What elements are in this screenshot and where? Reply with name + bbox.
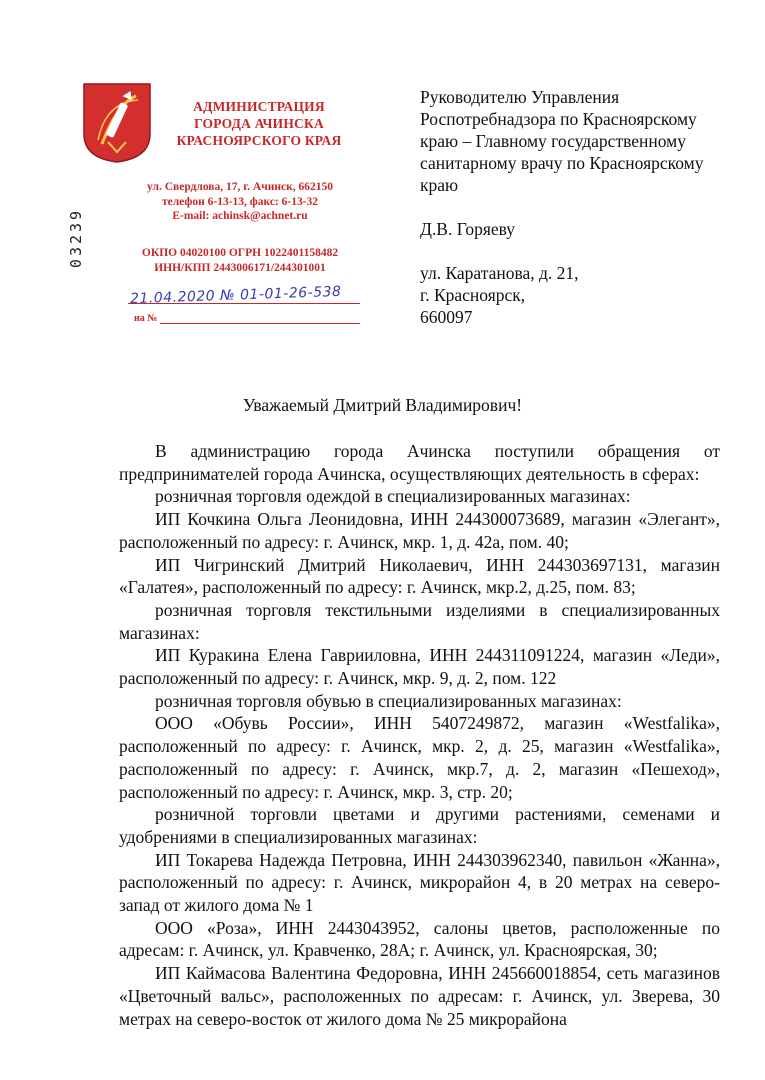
addressee-zip: 660097 (420, 307, 473, 327)
salutation: Уважаемый Дмитрий Владимирович! (242, 395, 523, 415)
body-paragraph: ИП Кочкина Ольга Леонидовна, ИНН 244300073689, магазин «Элегант», расположенный по адресу: г. Ачинск, мкр. 1, д. 42а, пом. 40; (119, 509, 720, 552)
incoming-stamp-number: 03239 (67, 207, 85, 269)
org-phone: телефон 6-13-13, факс: 6-13-32 (161, 195, 319, 208)
body-paragraph: ИП Куракина Елена Гаврииловна, ИНН 244311091224, магазин «Леди», расположенный по адресу: г. Ачинск, мкр. 9, д. 2, пом. 122 (119, 645, 720, 689)
organization-contacts (120, 180, 360, 224)
body-paragraph: ИП Каймасова Валентина Федоровна, ИНН 245660018854, сеть магазинов «Цветочный вальс», расположенных по адресам: г. Ачинск, ул. Зверева, 30 метрах на северо-восток от жилого дома № 25 микрорайона (119, 963, 720, 1029)
body-paragraph: розничная торговля одеждой в специализированных магазинах: (155, 486, 631, 507)
body-paragraph: В администрацию города Ачинска поступили обращения от предпринимателей города Ачинска, осуществляющих деятельность в сферах: (119, 441, 720, 484)
body-paragraph: ИП Токарева Надежда Петровна, ИНН 244303962340, павильон «Жанна», расположенный по адресу: г. Ачинск, микрорайон 4, в 20 метрах на северо-запад от жилого дома № 1 (119, 849, 720, 916)
addressee-name: Д.В. Горяеву (420, 219, 516, 239)
body-paragraph: розничной торговли цветами и другими растениями, семенами и удобрениями в специализированных магазинах: (119, 804, 720, 847)
addressee-line-1: Руководителю Управления (420, 87, 620, 107)
organization-codes (120, 246, 360, 275)
org-line-2: ГОРОДА АЧИНСКА (194, 116, 324, 131)
org-address: ул. Свердлова, 17, г. Ачинск, 662150 (147, 181, 333, 193)
body-paragraph: розничная торговля текстильными изделиями в специализированных магазинах: (119, 599, 720, 643)
registration-underline (128, 303, 360, 304)
org-email: E-mail: achinsk@achnet.ru (172, 210, 308, 222)
addressee-line-5: краю (420, 175, 459, 195)
body-paragraph: розничная торговля обувью в специализированных магазинах: (155, 690, 622, 711)
addressee-block (420, 86, 720, 328)
reference-label: на № (134, 313, 158, 324)
reference-underline (160, 323, 360, 324)
org-okpo: ОКПО 04020100 ОГРН 1022401158482 (141, 247, 339, 259)
addressee-street: ул. Каратанова, д. 21, (420, 263, 579, 283)
addressee-line-4: санитарному врачу по Красноярскому (420, 153, 704, 173)
body-paragraph: ООО «Роза», ИНН 2443043952, салоны цветов, расположенные по адресам: г. Ачинск, ул. Кравченко, 28А; г. Ачинск, ул. Красноярская, 30; (119, 917, 720, 961)
addressee-city: г. Красноярск, (420, 285, 526, 305)
org-inn: ИНН/КПП 2443006171/244301001 (154, 261, 326, 274)
addressee-line-3: краю – Главному государственному (420, 131, 686, 151)
org-line-1: АДМИНИСТРАЦИЯ (193, 99, 325, 114)
org-line-3: КРАСНОЯРСКОГО КРАЯ (176, 133, 342, 148)
registration-number: 21.04.2020 № 01-01-26-538 (129, 283, 342, 308)
body-paragraph: ООО «Обувь России», ИНН 5407249872, магазин «Westfalika», расположенный по адресу: г. Ачинск, мкр. 2, д. 25, магазин «Westfalika», расположенный по адресу: г. Ачинск, мкр.7, д. 2, магазин «Пешеход», расположенный по адресу: г. Ачинск, мкр. 3, стр. 20; (119, 713, 720, 802)
body-paragraph: ИП Чигринский Дмитрий Николаевич, ИНН 244303697131, магазин «Галатея», расположенный по адресу: г. Ачинск, мкр.2, д.25, пом. 83; (119, 554, 720, 598)
city-coat-of-arms-icon (82, 82, 152, 164)
addressee-line-2: Роспотребнадзора по Красноярскому (420, 109, 697, 129)
organization-name (164, 98, 354, 149)
letter-body (119, 440, 720, 1030)
